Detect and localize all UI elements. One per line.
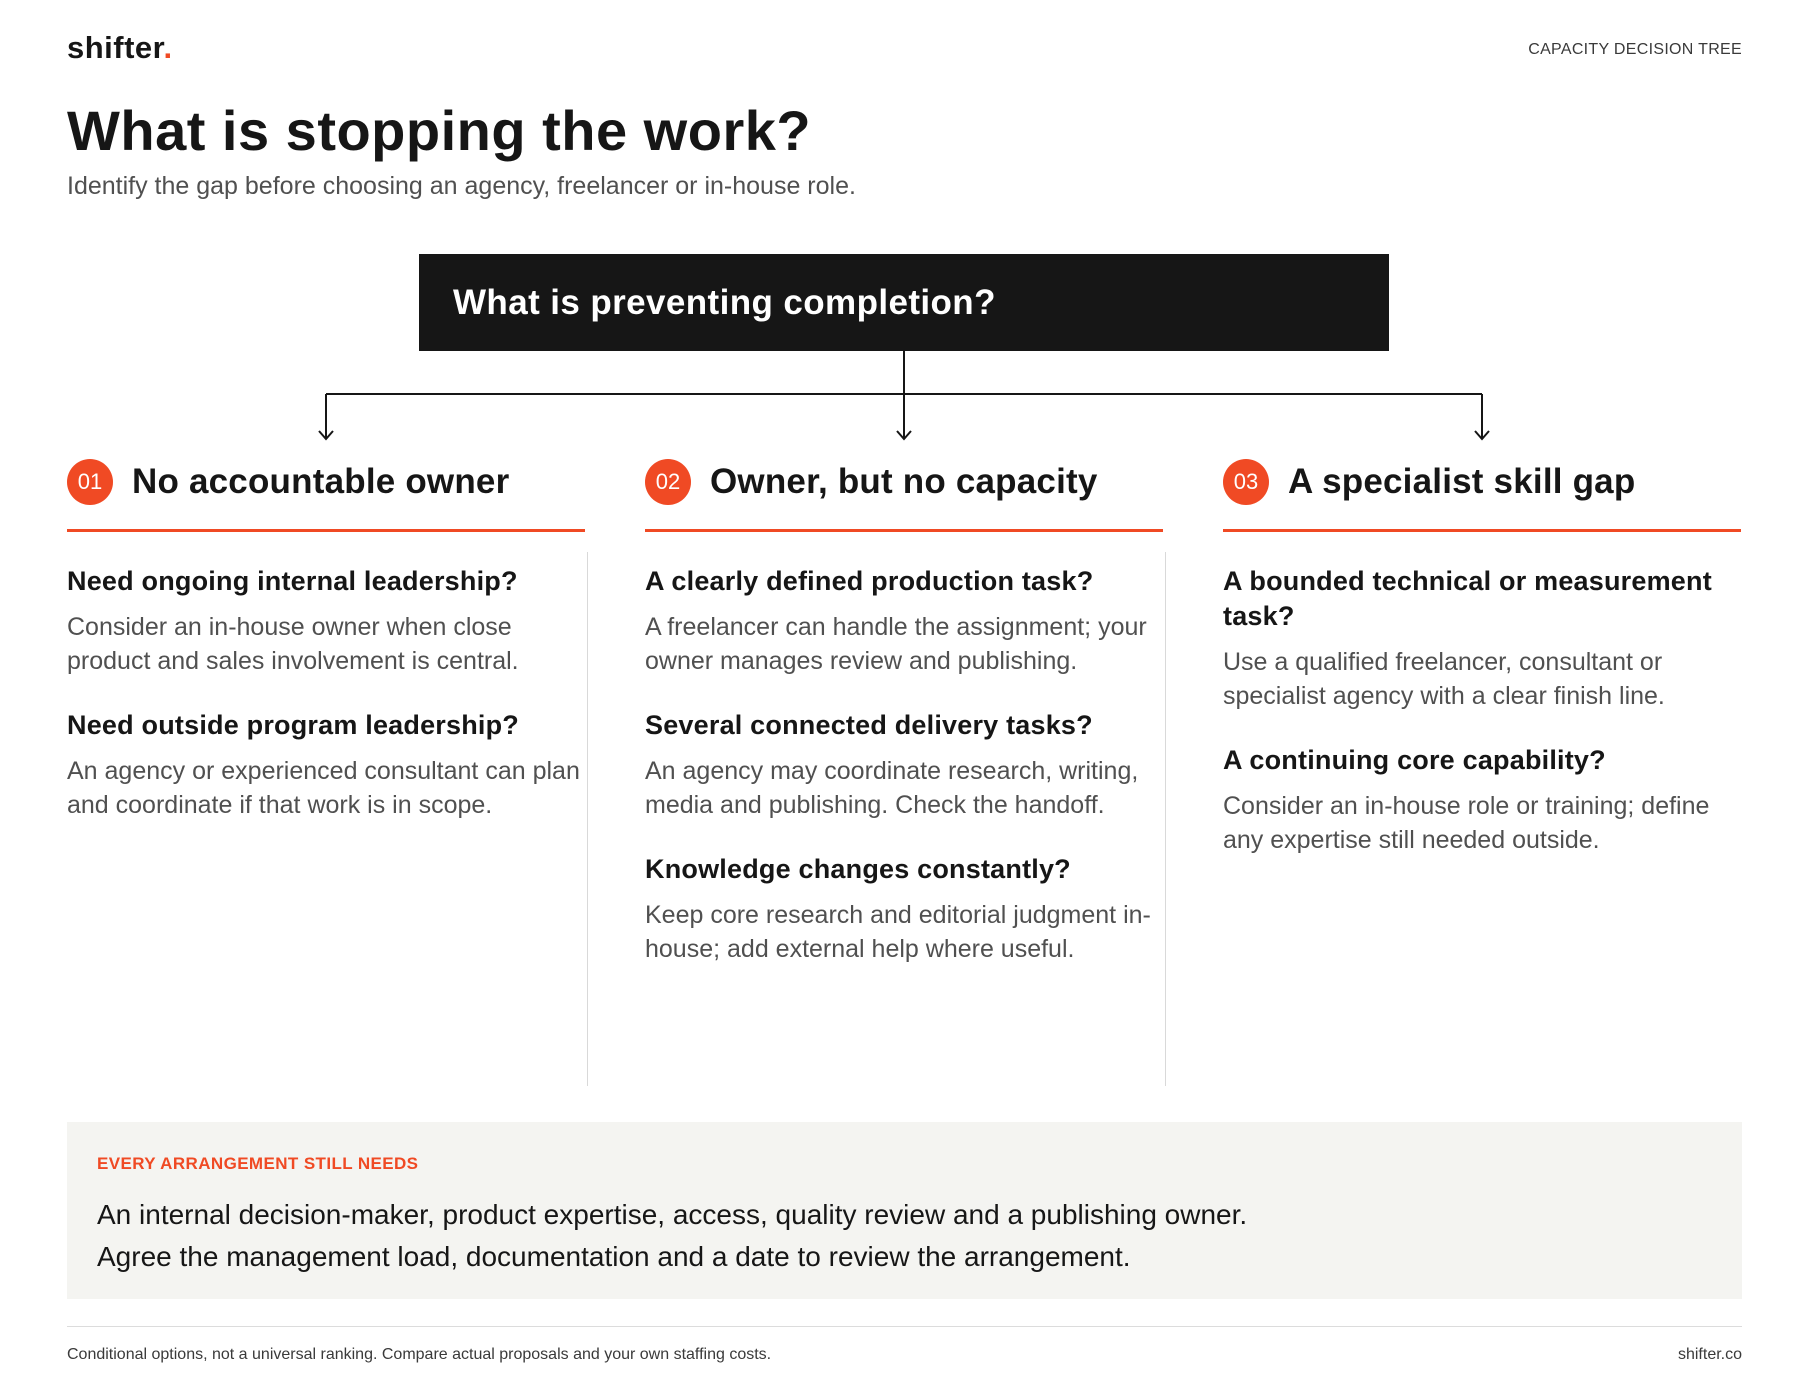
note-lines [97,1194,1712,1278]
branch-header [645,460,1163,504]
branch-rule [67,529,585,532]
item-question: A bounded technical or measurement task? [1223,566,1712,631]
branch-items [645,564,1163,996]
tree-connectors [0,0,1800,460]
branch-title: No accountable owner [132,462,510,501]
page-subtitle: Identify the gap before choosing an agency, freelancer or in-house role. [67,172,856,200]
branch-item [1223,564,1741,713]
item-question: Need outside program leadership? [67,710,519,740]
branch-item [645,564,1163,678]
item-question: A continuing core capability? [1223,745,1606,775]
note-line: Agree the management load, documentation and a date to review the arrangement. [97,1241,1131,1272]
branch-rule [645,529,1163,532]
branch-number-badge: 01 [67,459,113,505]
branch-title: Owner, but no capacity [710,462,1098,501]
footer-disclaimer: Conditional options, not a universal ranking. Compare actual proposals and your own staffing costs. [67,1346,772,1363]
item-question: Several connected delivery tasks? [645,710,1093,740]
branch-rule [1223,529,1741,532]
item-answer: Use a qualified freelancer, consultant or specialist agency with a clear finish line. [1223,648,1665,710]
item-answer: Keep core research and editorial judgment in-house; add external help where useful. [645,901,1151,963]
branch-item [67,564,585,678]
item-question: A clearly defined production task? [645,566,1094,596]
branch-title: A specialist skill gap [1288,462,1636,501]
branch-items [1223,564,1741,887]
brand-logo: shifter. [67,30,173,65]
branch-number-badge: 03 [1223,459,1269,505]
branch-item [1223,743,1741,857]
note-line: An internal decision-maker, product expertise, access, quality review and a publishing owner. [97,1199,1248,1230]
note-label: EVERY ARRANGEMENT STILL NEEDS [97,1154,419,1173]
column-divider [587,552,588,1086]
footer-website-link[interactable]: shifter.co [1677,1346,1742,1363]
item-question: Need ongoing internal leadership? [67,566,518,596]
column-divider [1165,552,1166,1086]
branch-header [1223,460,1741,504]
item-answer: Consider an in-house role or training; define any expertise still needed outside. [1223,792,1710,854]
branch-item [645,708,1163,822]
header-label: CAPACITY DECISION TREE [1528,41,1742,58]
footer-divider [67,1326,1742,1327]
root-question: What is preventing completion? [453,282,996,322]
branch-column-1 [67,460,585,819]
item-answer: An agency or experienced consultant can plan and coordinate if that work is in scope. [67,757,580,819]
item-question: Knowledge changes constantly? [645,854,1071,884]
item-answer: An agency may coordinate research, writing, media and publishing. Check the handoff. [645,757,1139,819]
branch-items [67,564,585,852]
page-title: What is stopping the work? [67,99,812,162]
item-answer: Consider an in-house owner when close product and sales involvement is central. [67,613,519,675]
branch-item [645,852,1163,966]
branch-item [67,708,585,822]
item-answer: A freelancer can handle the assignment; your owner manages review and publishing. [645,613,1147,675]
branch-header [67,460,585,504]
branch-column-2 [645,460,1163,963]
requirements-note [67,1122,1742,1299]
branch-number-badge: 02 [645,459,691,505]
branch-column-3 [1223,460,1741,854]
